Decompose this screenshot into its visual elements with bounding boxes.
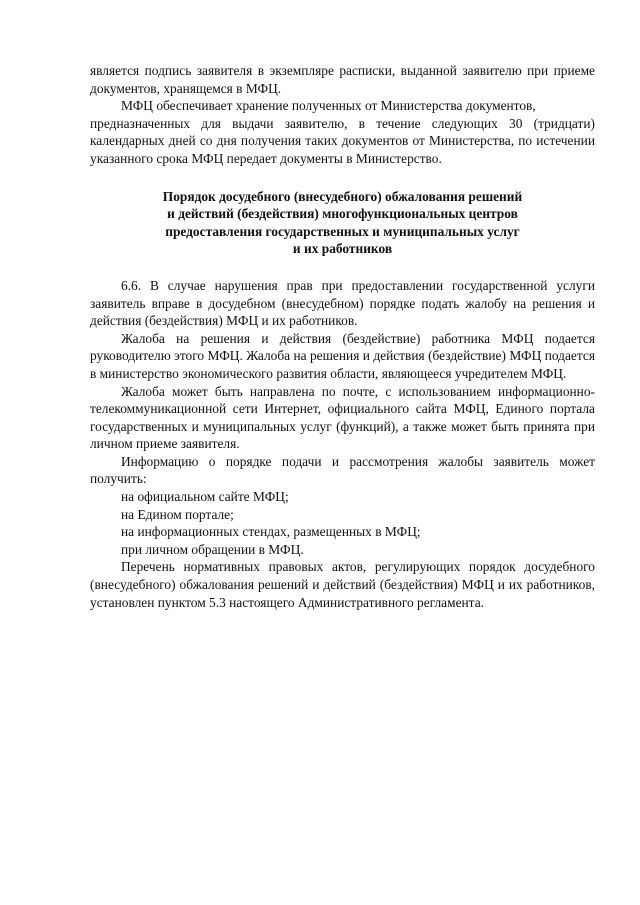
paragraph-storage-continued: предназначенных для выдачи заявителю, в течение следующих 30 (тридцати) календарных дней со дня получения таких документов от Министерства, по истечении указанного срока МФЦ передает документы в Министерство.: [90, 115, 595, 166]
paragraph-regulations: Перечень нормативных правовых актов, регулирующих порядок досудебного (внесудебного) обжалования решений и действий (бездействия) МФЦ и их работников, установлен пунктом 5.3 настоящего Административного регламента.: [90, 559, 595, 610]
section-heading: [90, 188, 595, 258]
paragraph-continuation: является подпись заявителя в экземпляре расписки, выданной заявителю при приеме документов, хранящемся в МФЦ.: [90, 63, 595, 96]
paragraph-complaint-channels: Жалоба может быть направлена по почте, с использованием информационно-телекоммуникационной сети Интернет, официального сайта МФЦ, Единого портала государственных и муниципальных услуг (функций), а также может быть принята при личном приеме заявителя.: [90, 383, 595, 452]
paragraph-information: Информацию о порядке подачи и рассмотрения жалобы заявитель может получить:: [90, 453, 595, 487]
heading-line: предоставления государственных и муниципальных услуг: [165, 223, 520, 239]
heading-line: и их работников: [292, 241, 393, 257]
list-item: при личном обращении в МФЦ.: [121, 541, 304, 557]
paragraph-complaint-addressee: Жалоба на решения и действия (бездействие) работника МФЦ подается руководителю этого МФЦ. Жалоба на решения и действия (бездействие) МФЦ подается в министерство экономического развития области, являющееся учредителем МФЦ.: [90, 330, 595, 381]
list-item: на официальном сайте МФЦ;: [121, 489, 289, 505]
heading-line: и действий (бездействия) многофункциональных центров: [167, 206, 518, 222]
heading-line: Порядок досудебного (внесудебного) обжалования решений: [162, 188, 523, 204]
paragraph-storage: МФЦ обеспечивает хранение полученных от Министерства документов,: [121, 98, 536, 114]
paragraph-6-6: 6.6. В случае нарушения прав при предоставлении государственной услуги заявитель вправе в досудебном (внесудебном) порядке подать жалобу на решения и действия (бездействия) МФЦ и их работников.: [90, 277, 595, 329]
list-item: на Едином портале;: [121, 506, 234, 522]
document-page: [90, 62, 595, 611]
list-item: на информационных стендах, размещенных в МФЦ;: [121, 524, 421, 540]
